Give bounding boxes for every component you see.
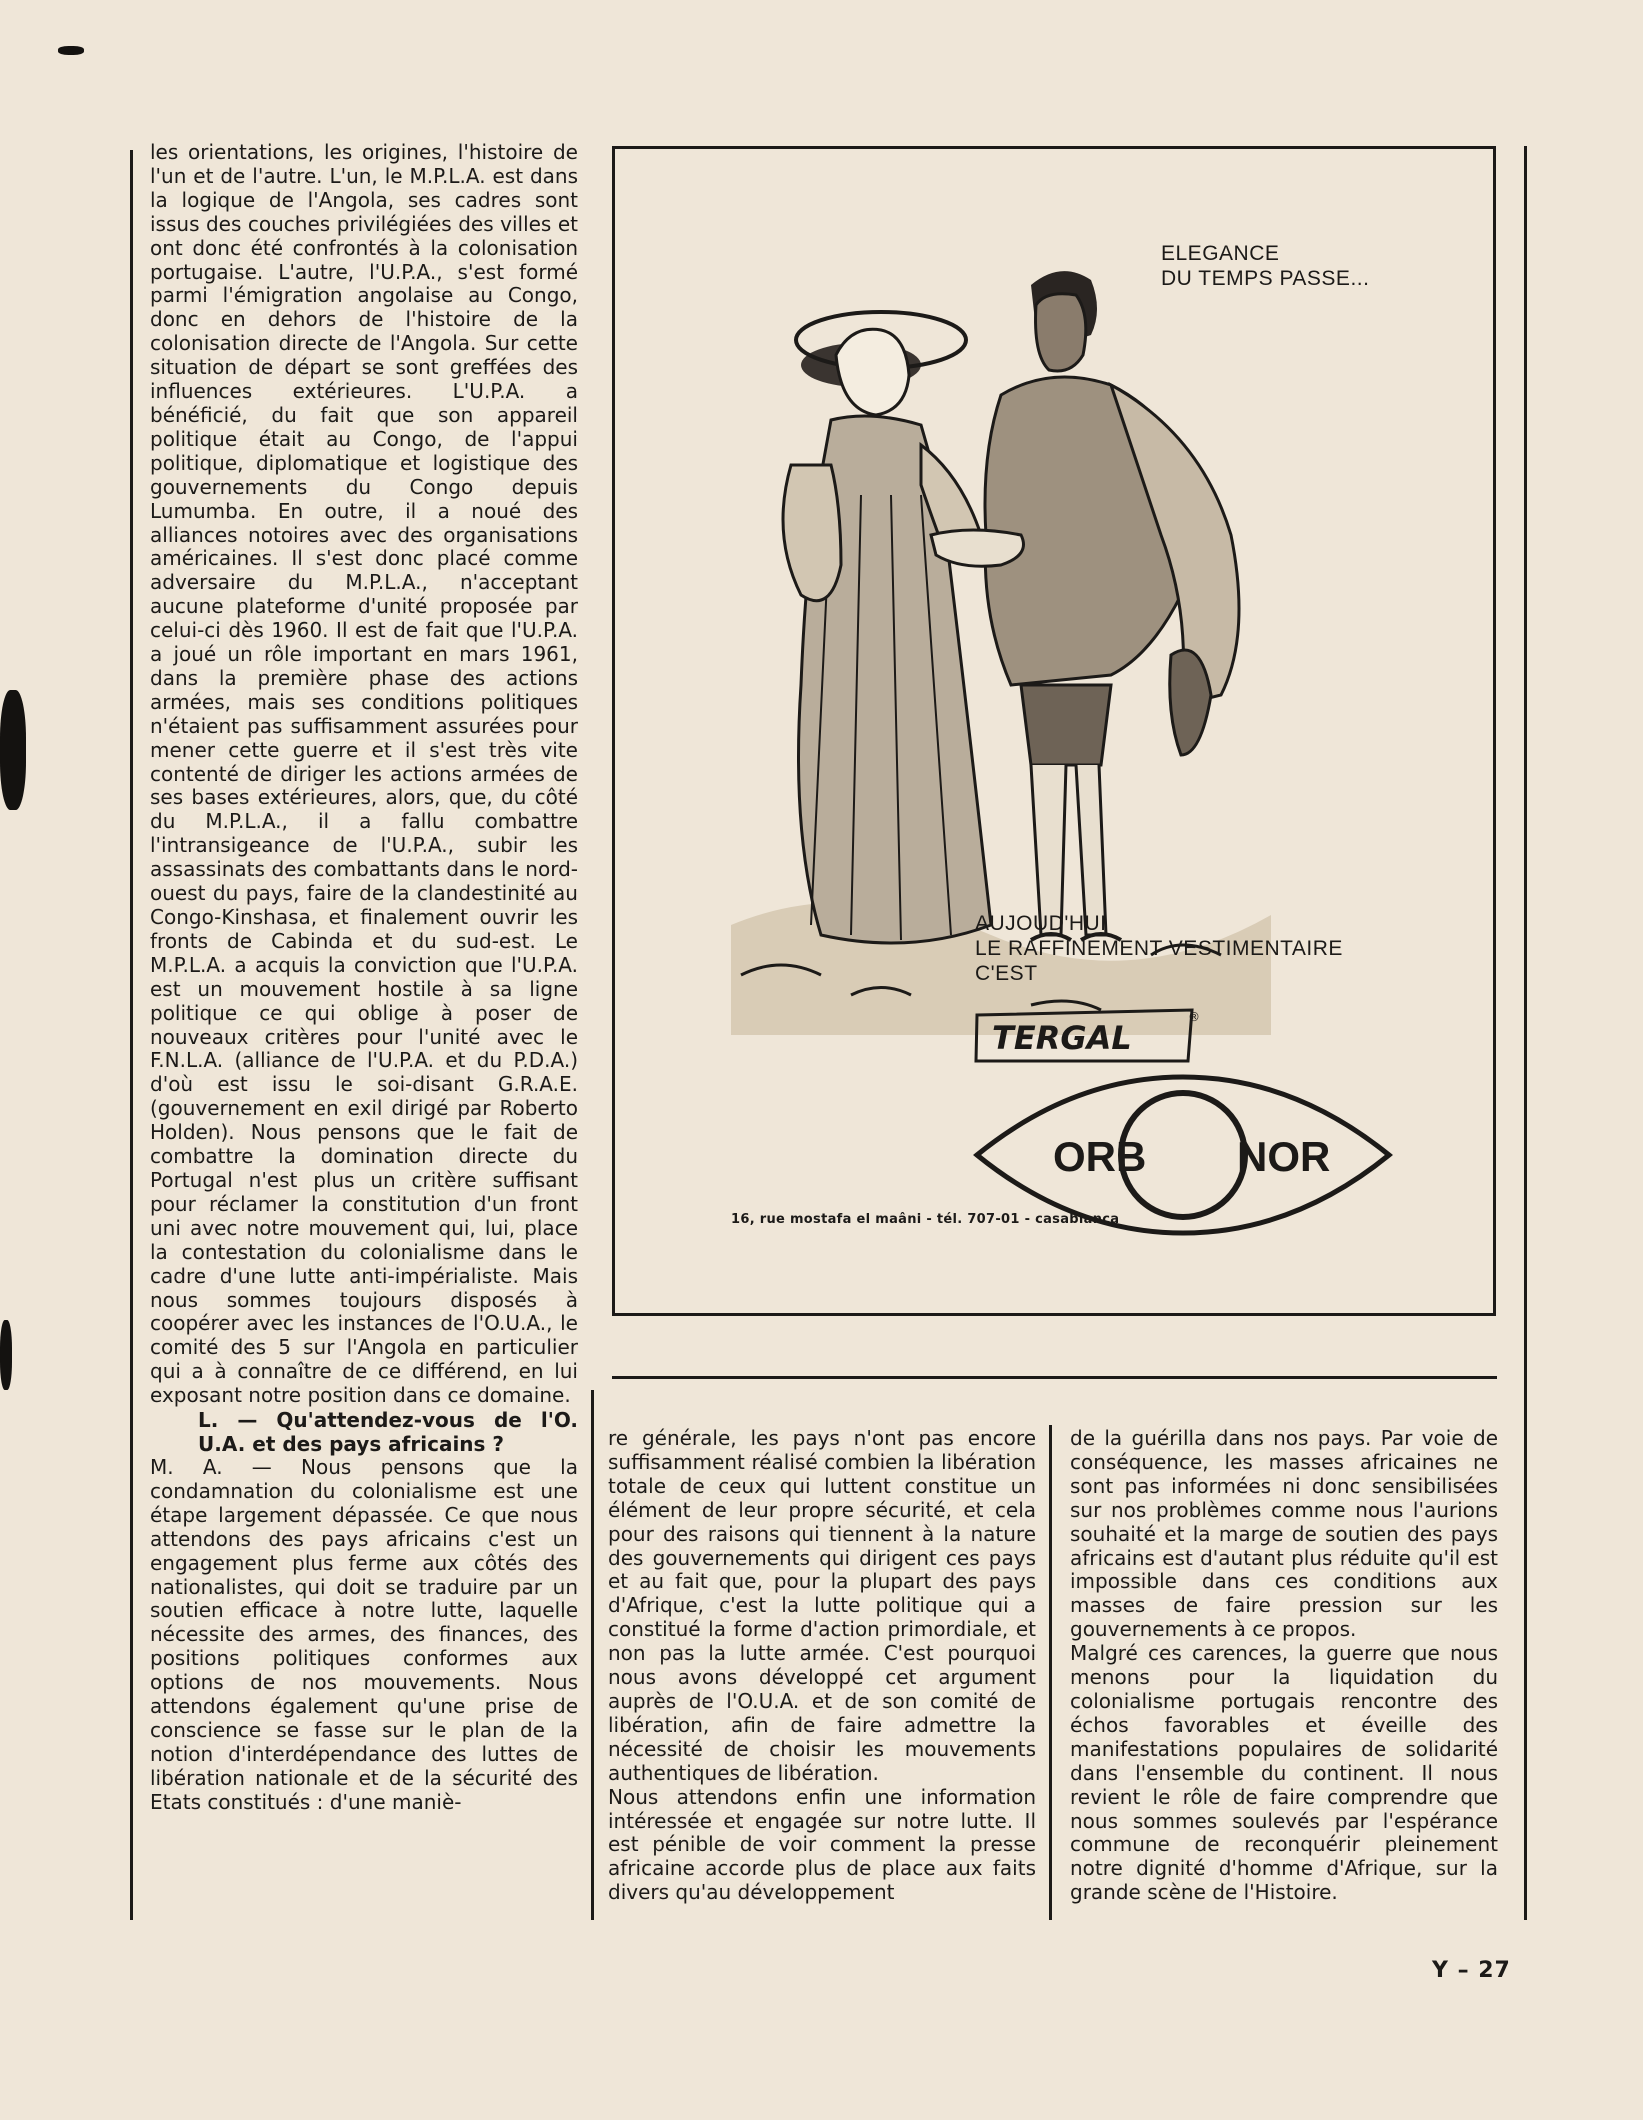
tergal-wordmark: TERGAL <box>992 1019 1132 1057</box>
ad-headline-bottom: AUJOUD'HUI LE RAFFINEMENT VESTIMENTAIRE C'EST <box>975 912 1343 985</box>
center-column-rule <box>591 1390 594 1920</box>
outer-right-rule <box>1524 146 1527 1920</box>
interview-answer: M. A. — Nous pensons que la condamnation du colonialisme est une étape largement dépassée. Ce que nous attendons des pays africains c'est un engagement plus ferme aux côtés des nationalistes, qui doit se traduire par un soutien efficace à notre lutte, laquelle nécessite des armes, des finances, des positions politiques conformes aux options de nos mouvements. Nous attendons également qu'une prise de conscience se fasse sur le plan de la notion d'interdépendance des luttes de libération nationale et de la sécurité des Etats constitués : d'une maniè- <box>150 1455 578 1814</box>
right-column-paragraph: Malgré ces carences, la guerre que nous menons pour la liquidation du colonialisme portugais rencontre des échos favorables et éveille des manifestations populaires de solidarité dans l'ensemble du continent. Il nous revient le rôle de faire comprendre que nous sommes soulevés par l'espérance commune de reconquérir pleinement notre dignité d'homme d'Afrique, sur la grande scène de l'Histoire. <box>1070 1641 1498 1905</box>
right-column-paragraph: de la guérilla dans nos pays. Par voie de conséquence, les masses africaines ne sont pas informées ni donc sensibilisées sur nos problèmes comme nous l'aurions souhaité et la marge de soutien des pays africains est d'autant plus réduite qu'il est impossible dans ces conditions aux masses de faire pression sur les gouvernements à ce propos. <box>1070 1426 1498 1642</box>
middle-column-paragraph: Nous attendons enfin une information intéressée et engagée sur notre lutte. Il est pénible de voir comment la presse africaine accorde plus de place aux faits divers qu'au développement <box>608 1784 1036 1905</box>
ad-headline-top: ELEGANCE DU TEMPS PASSE... <box>1161 242 1370 290</box>
orbonor-left: ORB <box>1053 1133 1147 1180</box>
ad-address: 16, rue mostafa el maâni - tél. 707-01 - casablanca <box>731 1212 1120 1227</box>
ad-separator-rule <box>612 1376 1497 1379</box>
paper-damage-mark <box>58 46 84 55</box>
right-article-column <box>1070 1427 1498 1905</box>
middle-article-column <box>608 1427 1036 1905</box>
middle-column-paragraph: re générale, les pays n'ont pas encore suffisamment réalisé combien la libération totale de ceux qui luttent constitue un élément de leur propre sécurité, et cela pour des raisons qui tiennent à la nature des gouvernements qui dirigent ces pays et au fait que, pour la plupart des pays d'Afrique, c'est la lutte politique qui a constitué la forme d'action primordiale, et non pas la lutte armée. C'est pourquoi nous avons développé cet argument auprès de l'O.U.A. et de son comité de libération, afin de faire admettre la nécessité de choisir les mouvements authentiques de libération. <box>608 1426 1036 1785</box>
paper-damage-mark <box>0 690 26 810</box>
page-number: Y – 27 <box>1432 1958 1511 1983</box>
left-column-paragraph: les orientations, les origines, l'histoire de l'un et de l'autre. L'un, le M.P.L.A. est dans la logique de l'Angola, ses cadres sont issus des couches privilégiées des villes et ont donc été confrontés à la colonisation portugaise. L'autre, l'U.P.A., s'est formé parmi l'émigration angolaise au Congo, donc en dehors de l'histoire de la colonisation directe de l'Angola. Sur cette situation de départ se sont greffées des influences extérieures. L'U.P.A. a bénéficié, du fait que son appareil politique était au Congo, de l'appui politique, diplomatique et logistique des gouvernements du Congo depuis Lumumba. En outre, il a noué des alliances notoires avec des organisations américaines. Il s'est donc placé comme adversaire du M.P.L.A., n'acceptant aucune plateforme d'unité proposée par celui-ci dès 1960. Il est de fait que l'U.P.A. a joué un rôle important en mars 1961, dans la première phase des actions armées, mais ses conditions politiques n'étaient pas suffisamment assurées pour mener cette guerre et il s'est très vite contenté de diriger les actions armées de ses bases extérieures, alors, que, du côté du M.P.L.A., il a fallu combattre l'intransigeance de l'U.P.A., subir les assassinats des combattants dans le nord-ouest du pays, faire de la clandestinité au Congo-Kinshasa, et finalement ouvrir les fronts de Cabinda et du sud-est. Le M.P.L.A. a acquis la conviction que l'U.P.A. est un mouvement hostile à sa ligne politique ce qui oblige à poser de nouveaux critères pour l'unité avec le F.N.L.A. (alliance de l'U.P.A. et du P.D.A.) d'où est issu le soi-disant G.R.A.E. (gouvernement en exil dirigé par Roberto Holden). Nous pensons que le fait de combattre la domination directe du Portugal n'est plus un critère suffisant pour réclamer la constitution d'un front uni avec notre mouvement qui, lui, place la contestation du colonialisme dans le cadre d'une lutte anti-impérialiste. Mais nous sommes toujours disposés à coopérer avec les instances de l'O.U.A., le comité des 5 sur l'Angola en particulier qui a à connaître de ce différend, en lui exposant notre position dans ce domaine. <box>150 140 578 1408</box>
left-article-column <box>150 141 578 1815</box>
right-column-rule <box>1049 1425 1052 1920</box>
registered-mark: ® <box>1188 1010 1200 1024</box>
interview-question: L. — Qu'attendez-vous de l'O. U.A. et des pays africains ? <box>198 1408 578 1457</box>
paper-damage-mark <box>0 1320 12 1390</box>
advertisement <box>612 146 1496 1316</box>
tergal-logo <box>974 1007 1202 1064</box>
orbonor-right: NOR <box>1237 1133 1331 1180</box>
left-column-rule <box>130 150 133 1920</box>
